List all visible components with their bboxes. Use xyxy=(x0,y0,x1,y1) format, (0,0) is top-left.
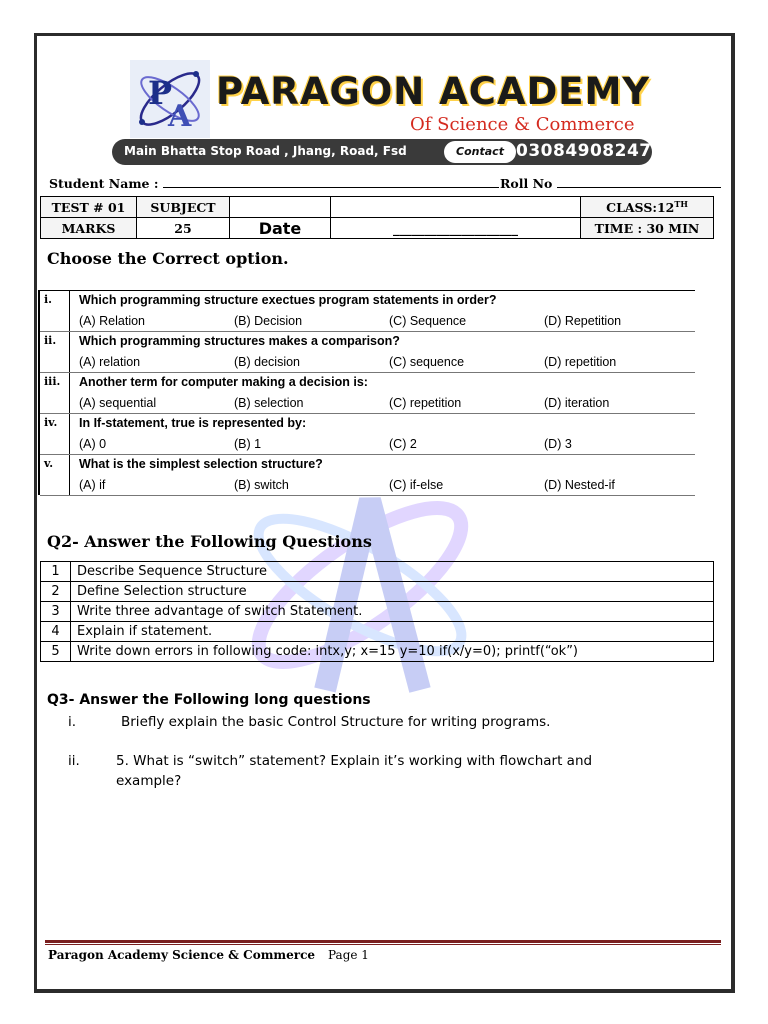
svg-text:A: A xyxy=(168,99,192,134)
subject-blank xyxy=(331,197,581,218)
footer-academy-name: Paragon Academy Science & Commerce xyxy=(48,948,316,962)
student-name-line xyxy=(49,176,499,191)
short-question-text: Write three advantage of switch Statement. xyxy=(71,602,714,622)
mcq-option[interactable]: (C) Sequence xyxy=(389,314,467,328)
mcq-option[interactable]: (B) Decision xyxy=(234,314,303,328)
contact-label: Contact xyxy=(444,141,516,163)
mcq-number: i. xyxy=(40,291,70,331)
mcq-option[interactable]: (C) if-else xyxy=(389,478,444,492)
mcq-row xyxy=(40,414,695,455)
footer-rule xyxy=(45,940,721,945)
short-question-number: 4 xyxy=(41,622,71,642)
short-question-row xyxy=(41,582,714,602)
section3-heading: Q3- Answer the Following long questions xyxy=(47,692,371,708)
mcq-option[interactable]: (B) switch xyxy=(234,478,289,492)
subject-label: SUBJECT xyxy=(137,197,230,218)
mcq-option[interactable]: (D) 3 xyxy=(544,437,572,451)
mcq-option[interactable]: (B) decision xyxy=(234,355,300,369)
mcq-number: v. xyxy=(40,455,70,495)
short-question-row xyxy=(41,642,714,662)
mcq-option[interactable]: (A) relation xyxy=(79,355,141,369)
subject-value xyxy=(230,197,331,218)
mcq-question: In If-statement, true is represented by: xyxy=(79,416,307,430)
mcq-row xyxy=(40,332,695,373)
roll-number-label: Roll No xyxy=(500,176,553,191)
short-question-row xyxy=(41,562,714,582)
mcq-option[interactable]: (D) Nested-if xyxy=(544,478,615,492)
marks-value: 25 xyxy=(137,218,230,239)
short-question-text: Write down errors in following code: intx,y; x=15 y=10 if(x/y=0); printf(“ok”) xyxy=(71,642,714,662)
short-question-number: 2 xyxy=(41,582,71,602)
svg-text:P: P xyxy=(148,74,173,112)
long-question-1-number: i. xyxy=(68,714,77,730)
address-bar xyxy=(112,139,652,165)
mcq-number: iii. xyxy=(40,373,70,413)
mcq-option[interactable]: (A) if xyxy=(79,478,106,492)
academy-emblem-icon xyxy=(130,60,210,138)
short-question-text: Describe Sequence Structure xyxy=(71,562,714,582)
mcq-row xyxy=(40,291,695,332)
mcq-row xyxy=(40,373,695,414)
academy-title: PARAGON ACADEMY xyxy=(216,70,651,113)
long-question-2-text-line1: 5. What is “switch” statement? Explain it’s working with flowchart and xyxy=(116,753,593,769)
short-question-number: 3 xyxy=(41,602,71,622)
mcq-question: Another term for computer making a decision is: xyxy=(79,375,368,389)
section2-heading: Q2- Answer the Following Questions xyxy=(47,532,372,551)
short-question-number: 1 xyxy=(41,562,71,582)
phone-number: 03084908247 xyxy=(516,141,652,161)
short-question-row xyxy=(41,602,714,622)
long-question-2-text-line2: example? xyxy=(116,773,182,789)
mcq-option[interactable]: (B) 1 xyxy=(234,437,262,451)
class-label: CLASS:12TH xyxy=(581,197,714,218)
mcq-number: ii. xyxy=(40,332,70,372)
mcq-option[interactable]: (C) sequence xyxy=(389,355,465,369)
student-name-blank[interactable] xyxy=(163,177,499,188)
student-name-label: Student Name : xyxy=(49,176,159,191)
long-question-1-text: Briefly explain the basic Control Structure for writing programs. xyxy=(121,714,551,730)
marks-label: MARKS xyxy=(41,218,137,239)
mcq-option[interactable]: (C) repetition xyxy=(389,396,462,410)
test-info-table xyxy=(40,196,714,239)
short-question-text: Define Selection structure xyxy=(71,582,714,602)
mcq-option[interactable]: (A) Relation xyxy=(79,314,145,328)
short-question-row xyxy=(41,622,714,642)
roll-number-line xyxy=(500,176,721,191)
mcq-option[interactable]: (D) repetition xyxy=(544,355,617,369)
mcq-question: Which programming structures makes a comparison? xyxy=(79,334,400,348)
mcq-option[interactable]: (A) sequential xyxy=(79,396,157,410)
mcq-option[interactable]: (C) 2 xyxy=(389,437,417,451)
address-text: Main Bhatta Stop Road , Jhang, Road, Fsd xyxy=(124,144,407,158)
short-question-text: Explain if statement. xyxy=(71,622,714,642)
mcq-question: What is the simplest selection structure? xyxy=(79,457,323,471)
mcq-question: Which programming structure exectues program statements in order? xyxy=(79,293,497,307)
mcq-option[interactable]: (D) Repetition xyxy=(544,314,622,328)
footer-page-number: Page 1 xyxy=(328,948,369,962)
mcq-row xyxy=(40,455,695,496)
mcq-option[interactable]: (D) iteration xyxy=(544,396,610,410)
mcq-number: iv. xyxy=(40,414,70,454)
long-question-2-number: ii. xyxy=(68,753,80,769)
time-limit: TIME : 30 MIN xyxy=(581,218,714,239)
mcq-option[interactable]: (A) 0 xyxy=(79,437,107,451)
academy-tagline: Of Science & Commerce xyxy=(410,114,635,135)
roll-number-blank[interactable] xyxy=(557,177,721,188)
test-number: TEST # 01 xyxy=(41,197,137,218)
short-question-number: 5 xyxy=(41,642,71,662)
date-label: Date xyxy=(230,218,331,239)
mcq-block xyxy=(38,290,695,495)
mcq-option[interactable]: (B) selection xyxy=(234,396,304,410)
date-blank[interactable]: ____________________ xyxy=(331,218,581,239)
short-questions-table xyxy=(40,561,714,662)
section1-heading: Choose the Correct option. xyxy=(47,249,289,268)
